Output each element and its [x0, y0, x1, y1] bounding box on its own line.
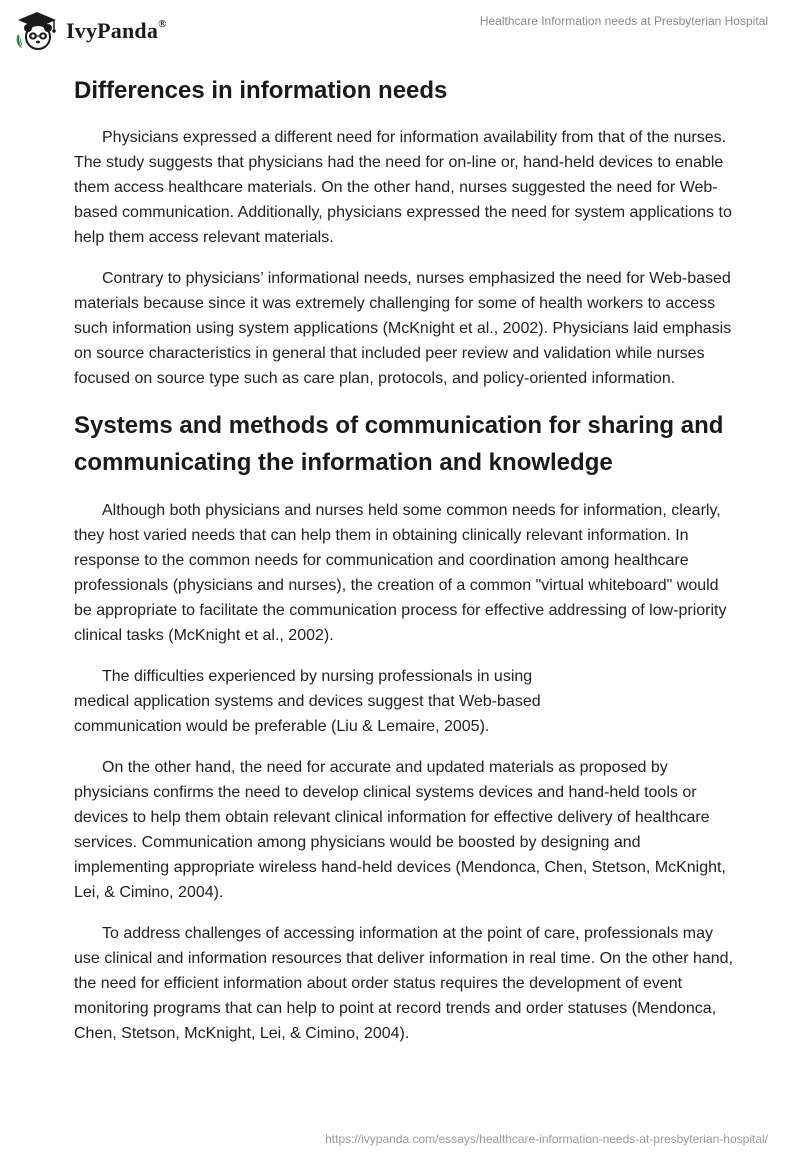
- section-heading: Systems and methods of communication for sharing and communicating the information and knowledge: [74, 412, 724, 476]
- page-header: [0, 0, 800, 60]
- brand-logo[interactable]: [14, 8, 167, 52]
- panda-graduate-icon: [14, 8, 60, 52]
- source-url[interactable]: https://ivypanda.com/essays/healthcare-information-needs-at-presbyterian-hospital/: [325, 1132, 768, 1146]
- paragraph: The difficulties experienced by nursing professionals in using medical application systems and devices suggest that Web-based communication would be preferable (Liu & Lemaire, 2005).: [74, 668, 541, 735]
- section-heading: Differences in information needs: [74, 77, 448, 104]
- paragraph: To address challenges of accessing information at the point of care, professionals may use clinical and information resources that deliver information in real time. On the other hand, the need for efficient information about order status requires the development of event monitoring programs that can help to point at record trends and order statuses (Mendonca, Chen, Stetson, McKnight, Lei, & Cimino, 2004).: [74, 925, 734, 1042]
- paragraph: Contrary to physicians’ informational needs, nurses emphasized the need for Web-based materials because since it was extremely challenging for some of health workers to access such information using system applications (McKnight et al., 2002). Physicians laid emphasis on source characteristics in general that included peer review and validation while nurses focused on source type such as care plan, protocols, and policy-oriented information.: [74, 270, 732, 387]
- registered-mark: ®: [158, 17, 167, 30]
- essay-content: [74, 70, 734, 1062]
- brand-name: IvyPanda®: [66, 17, 167, 43]
- paragraph: Physicians expressed a different need for information availability from that of the nurses. The study suggests that physicians had the need for on-line or, hand-held devices to enable them access healthcare materials. On the other hand, nurses suggested the need for Web-based communication. Additionally, physicians expressed the need for system applications to help them access relevant materials.: [74, 129, 732, 246]
- running-title: Healthcare Information needs at Presbyterian Hospital: [479, 14, 768, 28]
- paragraph: On the other hand, the need for accurate and updated materials as proposed by physicians confirms the need to develop clinical systems devices and hand-held tools or devices to help them obtain relevant clinical information for effective delivery of healthcare services. Communication among physicians would be boosted by designing and implementing appropriate wireless hand-held devices (Mendonca, Chen, Stetson, McKnight, Lei, & Cimino, 2004).: [74, 759, 726, 901]
- paragraph: Although both physicians and nurses held some common needs for information, clearly, they host varied needs that can help them in obtaining clinically relevant information. In response to the common needs for communication and coordination among healthcare professionals (physicians and nurses), the creation of a common "virtual whiteboard" would be appropriate to facilitate the communication process for effective addressing of low-priority clinical tasks (McKnight et al., 2002).: [74, 502, 727, 644]
